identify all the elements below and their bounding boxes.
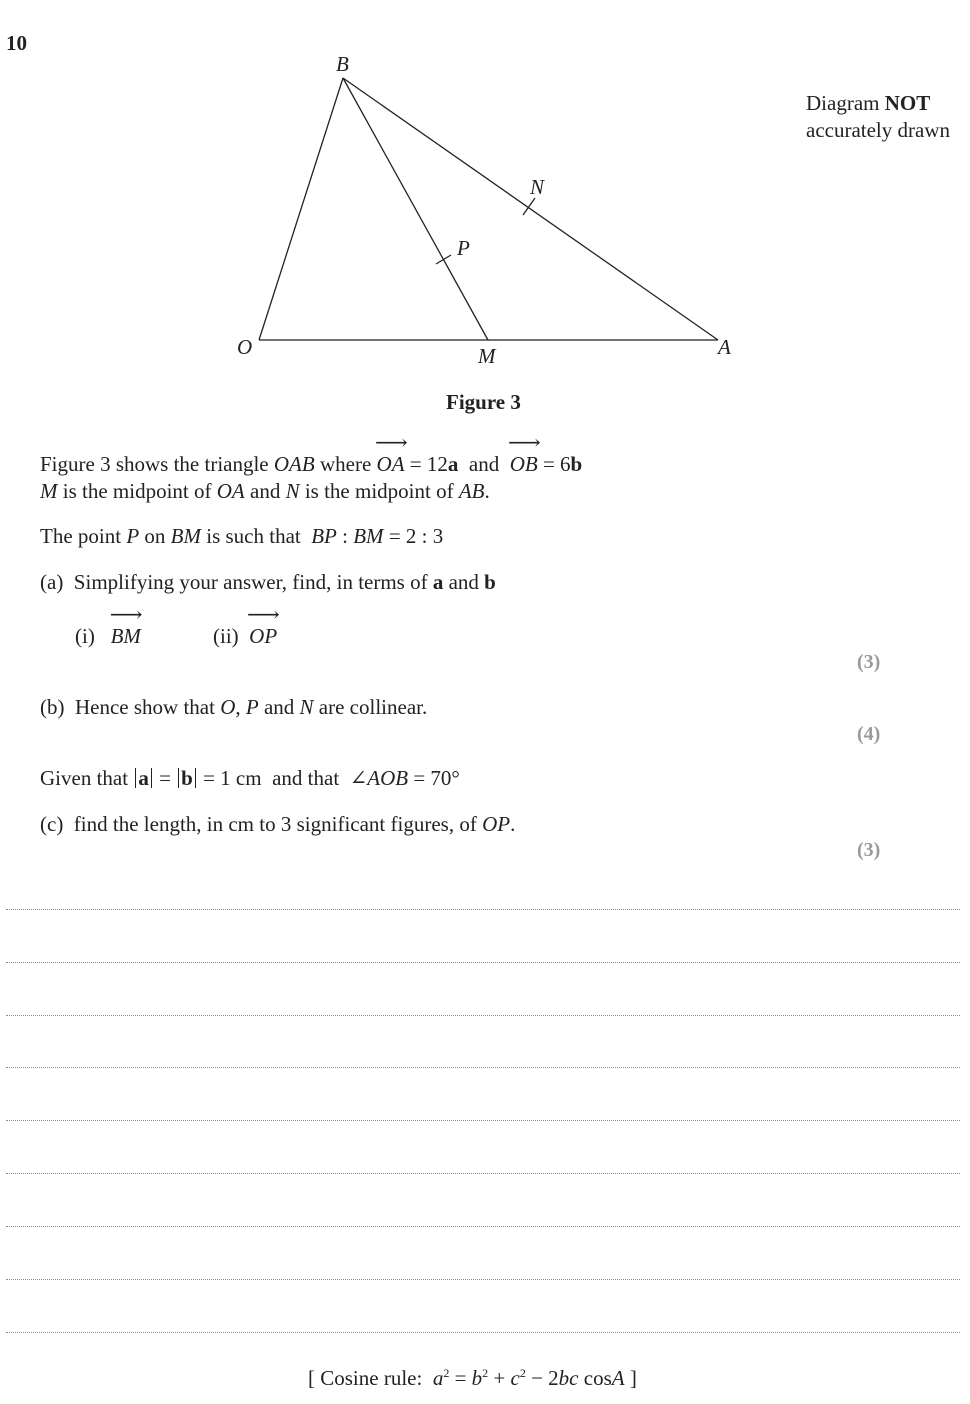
label-A: A [718,335,731,359]
label-N: N [530,175,545,199]
part-a-marks: (3) [857,651,881,673]
note-line1-prefix: Diagram [806,91,885,115]
cosine-rule: [ Cosine rule: $a^2 = b^2 + c^2 - 2bc$ cosA ] [308,1366,637,1390]
answer-line[interactable] [6,1173,960,1174]
answer-line[interactable] [6,1067,960,1068]
note-line2: accurately drawn [806,118,950,142]
intro-line-1: Figure 3 shows the triangle OAB where OA ⟶ = 12a and OB ⟶ = 6b [40,452,582,477]
intro-line-2: M is the midpoint of OA and N is the midpoint of AB. [40,479,490,503]
answer-line[interactable] [6,1226,960,1227]
tick-P [436,255,451,264]
vector-OA: OA ⟶ [377,452,405,477]
part-c-text: (c) find the length, in cm to 3 significant figures, of OP. [40,812,516,836]
vector-OB: OB ⟶ [510,452,538,477]
part-b-marks: (4) [857,723,881,745]
answer-line[interactable] [6,909,960,910]
part-a-text: (a) Simplifying your answer, find, in terms of a and b [40,570,496,594]
side-OB [259,78,343,340]
part-a-i: (i) BM ⟶ [75,624,141,649]
label-B: B [336,52,349,76]
label-O: O [237,335,253,359]
side-BA [343,78,718,340]
answer-line[interactable] [6,962,960,963]
figure-caption: Figure 3 [446,390,521,414]
answer-line[interactable] [6,1332,960,1333]
part-a-ii: (ii) OP ⟶ [213,624,277,649]
segment-BM [343,78,488,340]
ratio-line: The point P on BM is such that BP : BM = 2 : 3 [40,524,444,548]
answer-line[interactable] [6,1279,960,1280]
vector-OP: OP ⟶ [249,624,277,649]
given-line: Given that a = b = 1 cm and that ∠AOB = 70° [40,766,460,790]
triangle-diagram [0,0,970,420]
note-not: NOT [884,91,931,115]
label-P: P [457,236,470,260]
tick-N [523,198,535,215]
question-number: 10 [6,31,27,55]
answer-line[interactable] [6,1120,960,1121]
part-b-text: (b) Hence show that O, P and N are collinear. [40,695,428,719]
vector-BM: BM ⟶ [111,624,141,649]
answer-line[interactable] [6,1015,960,1016]
label-M: M [478,344,496,368]
part-c-marks: (3) [857,839,881,861]
